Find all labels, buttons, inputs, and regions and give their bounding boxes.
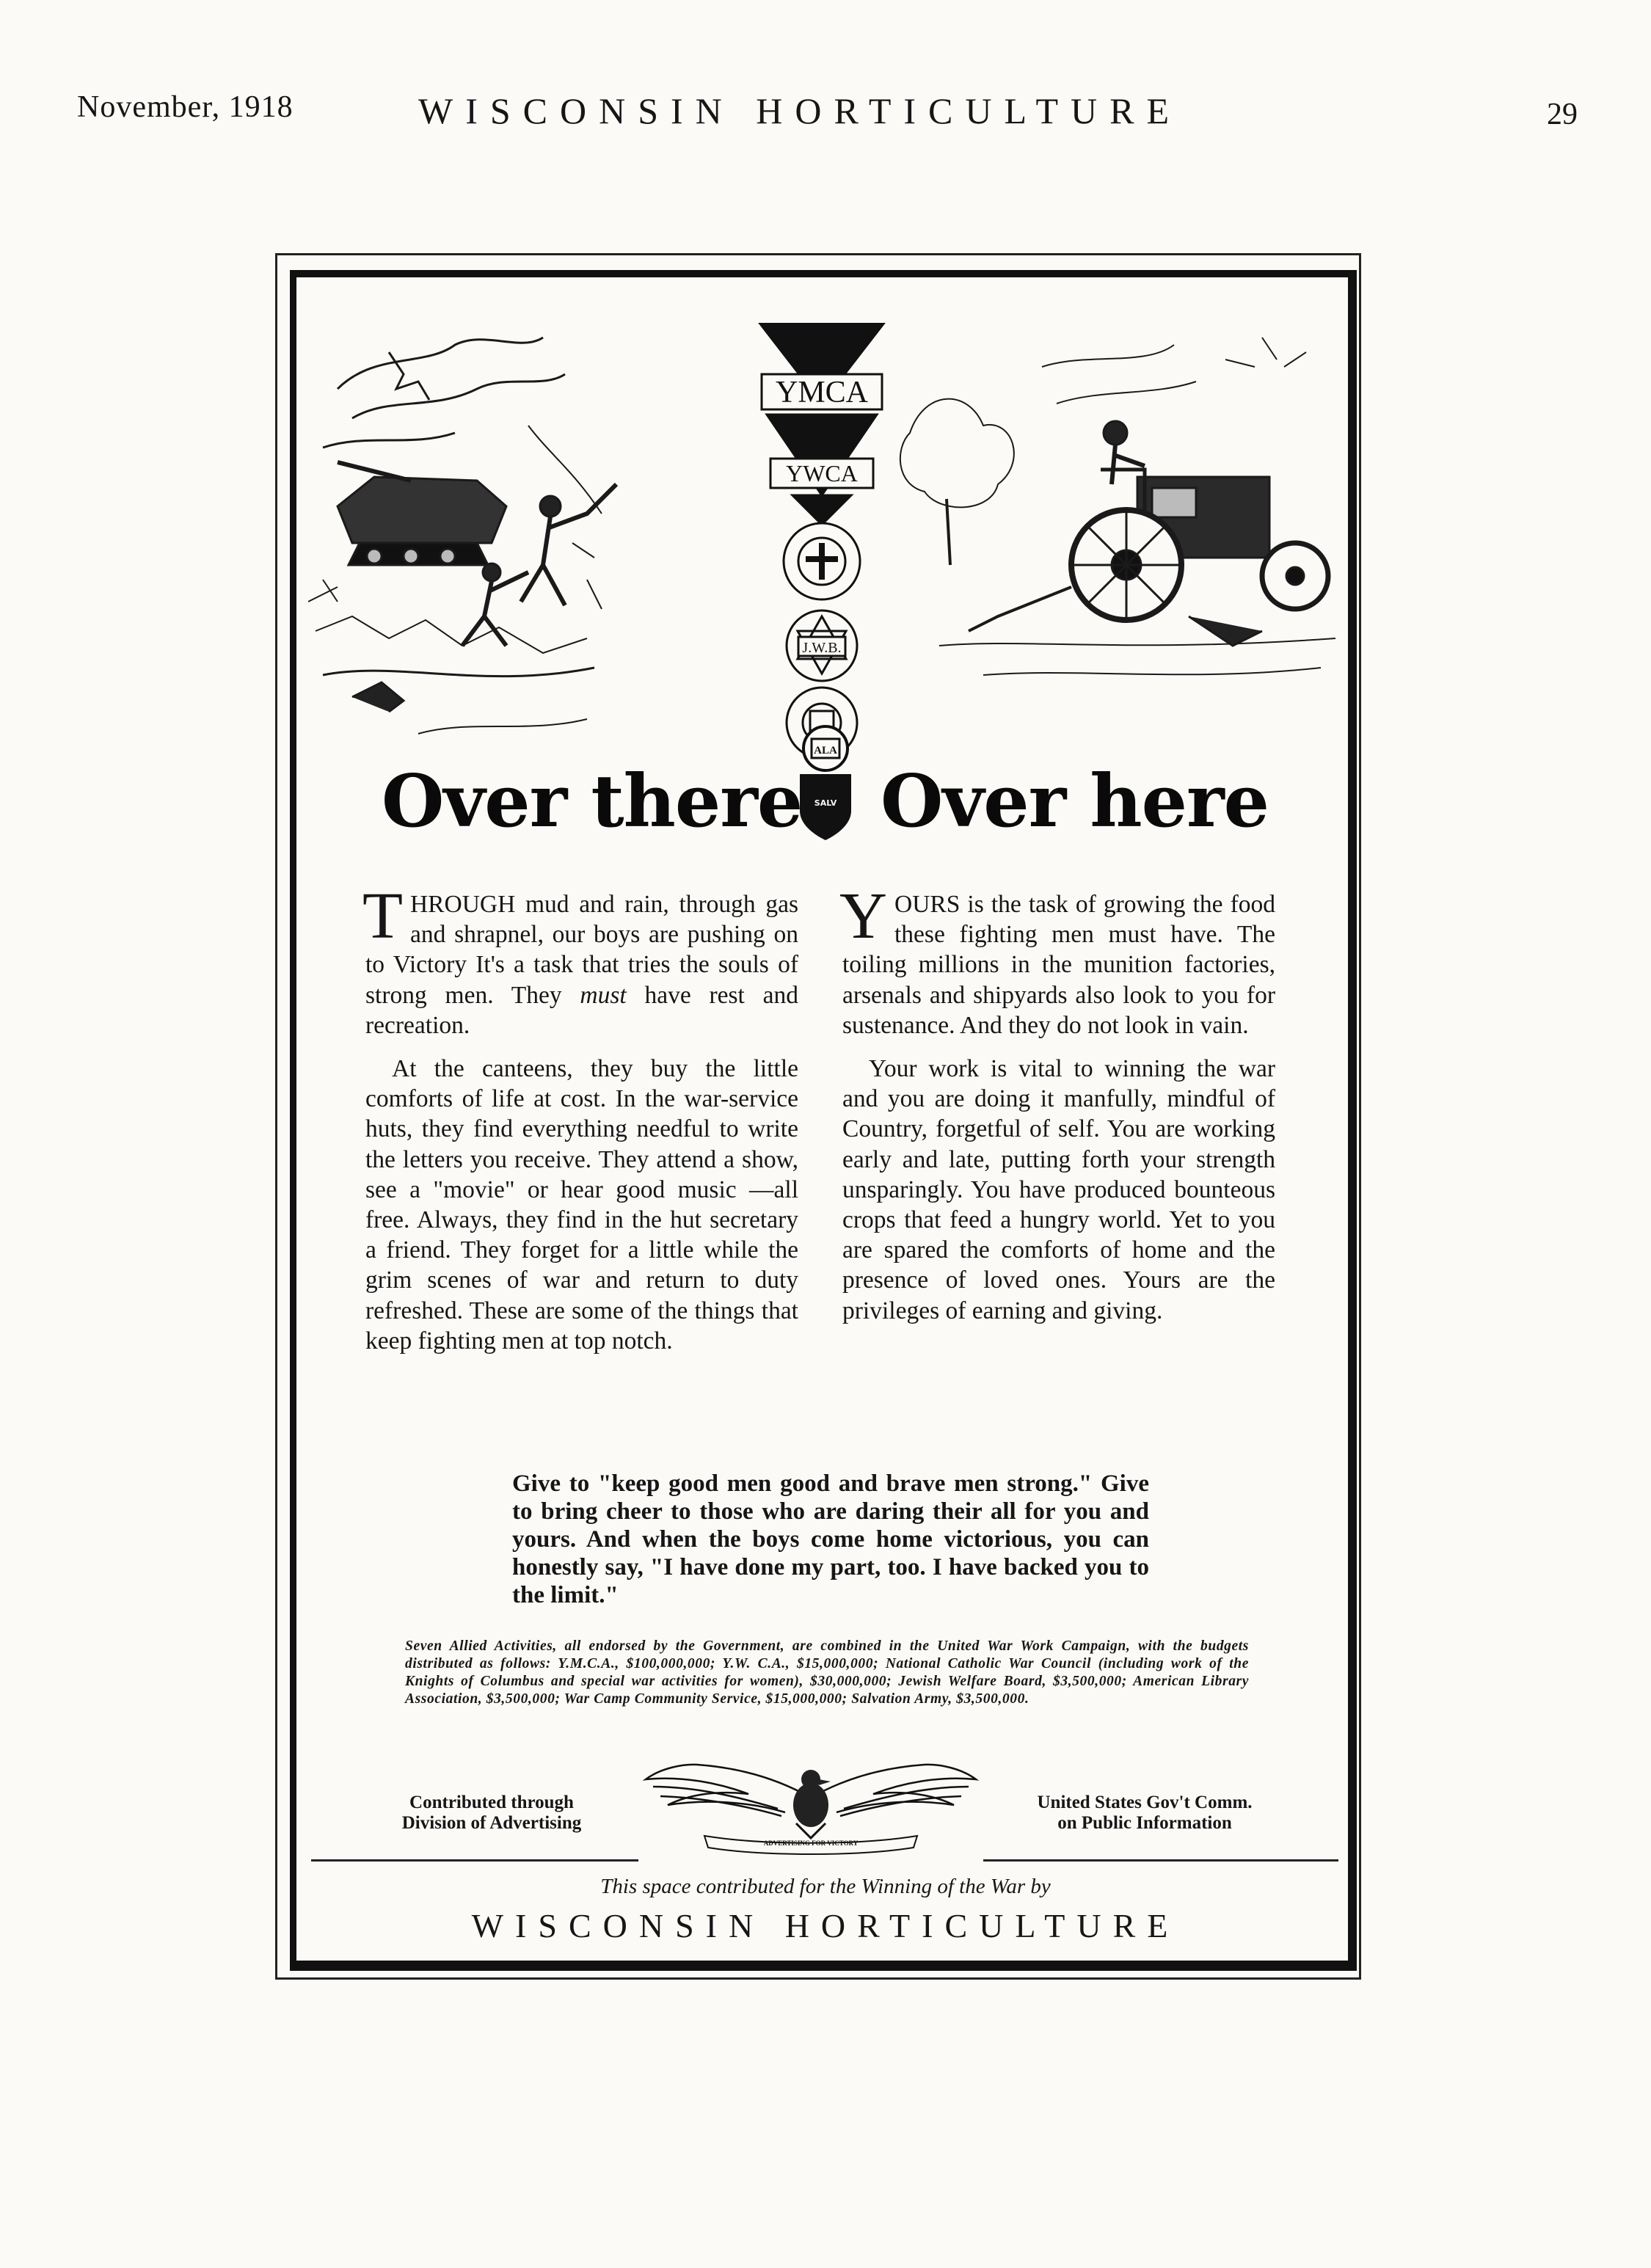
dropcap-y: Y — [839, 880, 887, 952]
ymca-label: YMCA — [775, 376, 869, 409]
right-column-text — [839, 880, 1275, 1326]
ywca-label: YWCA — [786, 460, 858, 486]
battlefield-scene — [308, 338, 616, 734]
left-paragraph-1: THROUGH mud and rain, through gas and shrapnel, our boys are pushing on to Victory It's a task that tries the souls of strong men. They must have rest and recreation. — [362, 880, 798, 1039]
header-title: WISCONSIN HORTICULTURE — [418, 90, 1181, 131]
credit-right: United States Gov't Comm. on Public Information — [1037, 1793, 1253, 1833]
right-paragraph-2: Your work is vital to winning the war and you are doing it manfully, mindful of Country, forgetful of self. You are working early and late, putting forth your strength unsparingly. You have produced bounteous crops that feed a hungry world. Yet to you are spared the comforts of home and the presence of loved ones. Yours are the privileges of earning and giving. — [842, 1055, 1275, 1324]
contributed-line: This space contributed for the Winning of the War by — [600, 1875, 1051, 1898]
appeal-text: Give to "keep good men good and brave men strong." Give to bring cheer to those who are daring their all for you and yours. And when the boys come home victorious, you can honestly say, "I have done my part, too. I have backed you to the limit." — [512, 1470, 1149, 1608]
ala-label: ALA — [814, 745, 837, 756]
footer-rule-right — [983, 1859, 1338, 1862]
dropcap-t: T — [362, 880, 403, 952]
svg-text:SALV: SALV — [814, 798, 837, 808]
page-number: 29 — [1547, 98, 1578, 131]
credit-left: Contributed through Division of Advertising — [401, 1793, 582, 1833]
right-paragraph-1: YOURS is the task of growing the food these fighting men must have. The toiling millions in the munition factories, arsenals and shipyards also look to you for sustenance. And they do not look in vain. — [839, 880, 1275, 1039]
salvation-army-shield-icon — [792, 770, 859, 844]
farm-scene — [900, 338, 1335, 675]
jwb-label: J.W.B. — [802, 640, 842, 656]
left-column-text — [362, 880, 798, 1356]
budget-footnote: Seven Allied Activities, all endorsed by the Government, are combined in the United War Work Campaign, with the budgets distributed as follows: Y.M.C.A., $100,000,000; Y.W. C.A., $15,000,000; National Catholic War Council (including work of the Knights of Columbus and special war activities for women), $30,000,000; Jewish Welfare Board, $3,500,000; American Library Association, $3,500,000; War Camp Community Service, $15,000,000; Salvation Army, $3,500,000. — [405, 1638, 1249, 1707]
publication-title: WISCONSIN HORTICULTURE — [471, 1907, 1180, 1944]
war-illustration — [308, 323, 1335, 763]
eagle-icon — [638, 1754, 983, 1860]
headline-over-here: Over here — [881, 759, 1269, 844]
library-association-seal-icon — [792, 723, 859, 774]
header-date: November, 1918 — [77, 90, 294, 124]
headline-over-there: Over there — [382, 759, 803, 844]
emblem-column — [759, 323, 884, 758]
banner-text: ADVERTISING FOR VICTORY — [763, 1839, 859, 1847]
left-paragraph-2: At the canteens, they buy the little comforts of life at cost. In the war-service huts, they find everything needful to write the letters you receive. They attend a show, see a "movie" or hear good music —all free. Always, they find in the hut secretary a friend. They forget for a little while the grim scenes of war and return to duty refreshed. These are some of the things that keep fighting men at top notch. — [365, 1055, 798, 1354]
footer-rule-left — [311, 1859, 638, 1862]
